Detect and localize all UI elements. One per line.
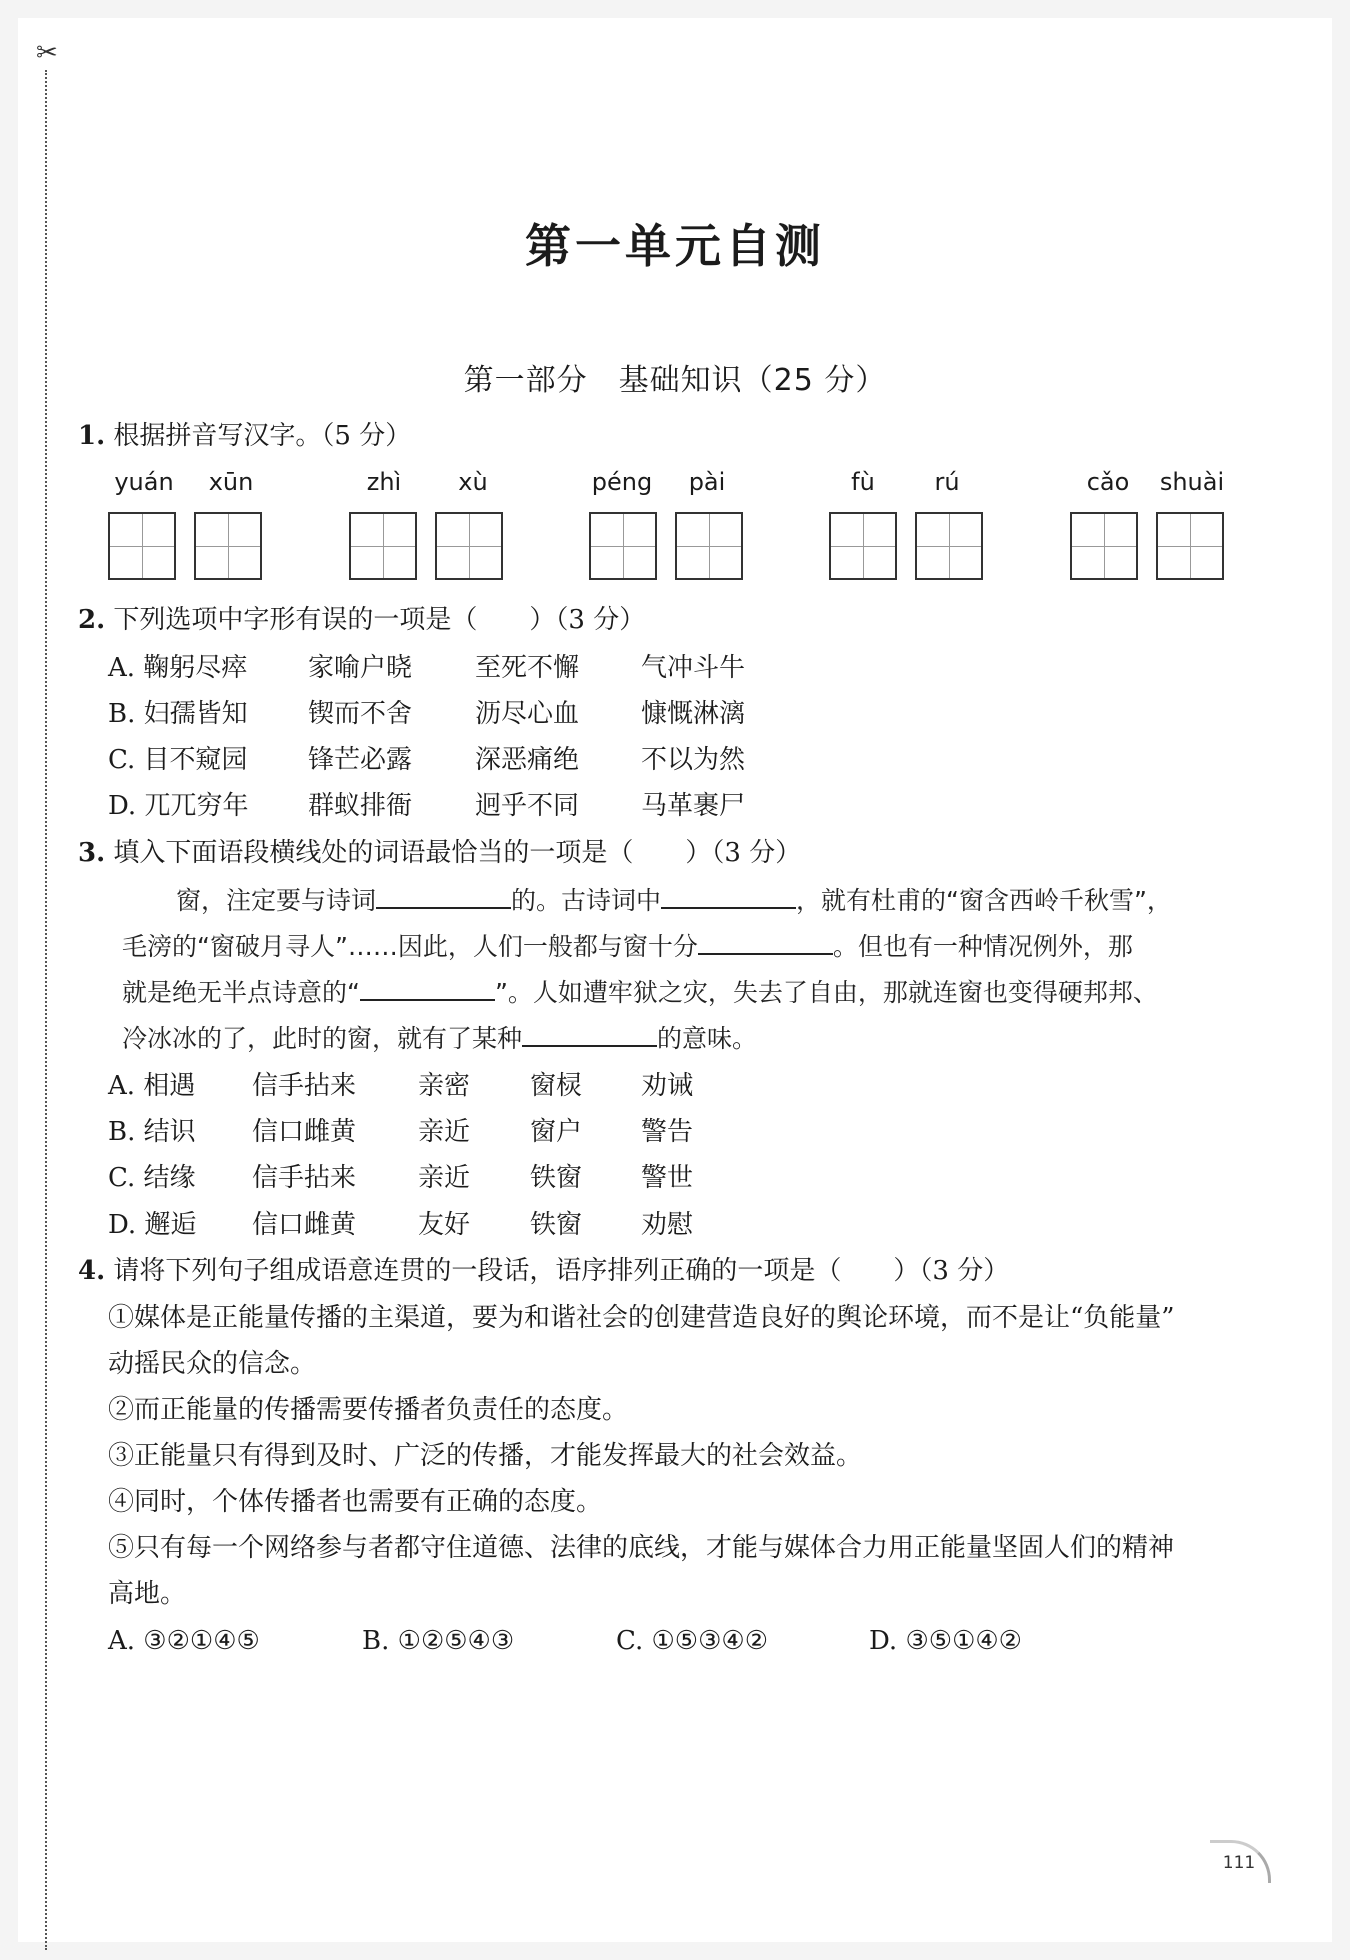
pinyin-label: xù xyxy=(458,468,488,496)
question-number: 4. xyxy=(78,1256,106,1286)
option-a-word-1: A. 鞠躬尽瘁 xyxy=(108,653,248,683)
option-c-word-3: 深恶痛绝 xyxy=(475,745,580,775)
q4-option-c: C. ①⑤③④② xyxy=(616,1626,769,1656)
option-a-word-3: 至死不懈 xyxy=(475,653,580,683)
writing-grid-box[interactable] xyxy=(1156,512,1224,580)
pinyin-label: cǎo xyxy=(1086,468,1130,496)
sentence-line: ①媒体是正能量传播的主渠道，要为和谐社会的创建营造良好的舆论环境，而不是让“负能量” xyxy=(108,1303,1175,1333)
passage-text: 的。古诗词中 xyxy=(511,886,662,915)
q3-option-c-5: 警世 xyxy=(641,1163,694,1193)
passage-line-1 xyxy=(176,887,1172,913)
passage-text: 就是绝无半点诗意的“ xyxy=(122,978,360,1007)
question-number: 1. xyxy=(78,421,106,451)
writing-grid-box[interactable] xyxy=(589,512,657,580)
scissors-icon: ✂ xyxy=(36,38,58,68)
option-a-word-2: 家喻户晓 xyxy=(308,653,413,683)
pinyin-label: péng xyxy=(591,468,653,496)
sentence-line: 高地。 xyxy=(108,1579,187,1609)
pinyin-label: pài xyxy=(688,468,726,496)
writing-grid-box[interactable] xyxy=(108,512,176,580)
pinyin-label: yuán xyxy=(114,468,174,496)
q3-option-b-4: 窗户 xyxy=(530,1117,583,1147)
sentence-line: ②而正能量的传播需要传播者负责任的态度。 xyxy=(108,1395,629,1425)
sentence-line: 动摇民众的信念。 xyxy=(108,1349,317,1379)
option-d-word-4: 马革裹尸 xyxy=(641,791,746,821)
fill-blank[interactable] xyxy=(376,887,511,909)
pinyin-label: shuài xyxy=(1159,468,1225,496)
question-text: 填入下面语段横线处的词语最恰当的一项是（ ）（3 分） xyxy=(113,838,802,868)
q4-option-d: D. ③⑤①④② xyxy=(869,1626,1022,1656)
question-3 xyxy=(78,840,801,866)
passage-line-2 xyxy=(122,933,1133,959)
question-number: 2. xyxy=(78,605,106,635)
option-b-word-2: 锲而不舍 xyxy=(308,699,413,729)
option-c-word-4: 不以为然 xyxy=(641,745,746,775)
question-text: 根据拼音写汉字。（5 分） xyxy=(113,421,412,451)
q3-option-a-4: 窗棂 xyxy=(530,1071,583,1101)
passage-text: 。但也有一种情况例外，那 xyxy=(832,932,1133,961)
q3-option-d-4: 铁窗 xyxy=(530,1210,583,1240)
writing-grid-box[interactable] xyxy=(194,512,262,580)
passage-line-3 xyxy=(122,979,1158,1005)
question-text: 请将下列句子组成语意连贯的一段话，语序排列正确的一项是（ ）（3 分） xyxy=(113,1256,1010,1286)
q3-option-d-1: D. 邂逅 xyxy=(108,1210,197,1240)
fill-blank[interactable] xyxy=(360,979,495,1001)
option-c-word-1: C. 目不窥园 xyxy=(108,745,248,775)
q3-option-b-5: 警告 xyxy=(641,1117,694,1147)
pinyin-label: zhì xyxy=(366,468,402,496)
writing-grid-box[interactable] xyxy=(435,512,503,580)
option-b-word-1: B. 妇孺皆知 xyxy=(108,699,248,729)
q3-option-c-3: 亲近 xyxy=(418,1163,471,1193)
question-4 xyxy=(78,1258,1009,1284)
q3-option-a-2: 信手拈来 xyxy=(252,1071,357,1101)
writing-grid-box[interactable] xyxy=(829,512,897,580)
fill-blank[interactable] xyxy=(698,933,833,955)
passage-text: ”。人如遭牢狱之灾，失去了自由，那就连窗也变得硬邦邦、 xyxy=(494,978,1158,1007)
q3-option-d-3: 友好 xyxy=(418,1210,471,1240)
sentence-line: ④同时，个体传播者也需要有正确的态度。 xyxy=(108,1487,603,1517)
q3-option-d-5: 劝慰 xyxy=(641,1210,694,1240)
q3-option-b-1: B. 结识 xyxy=(108,1117,196,1147)
passage-text: ，就有杜甫的“窗含西岭千秋雪”， xyxy=(796,886,1172,915)
option-d-word-2: 群蚁排衙 xyxy=(308,791,413,821)
option-b-word-4: 慷慨淋漓 xyxy=(641,699,746,729)
part-title: 第一部分 基础知识（25 分） xyxy=(463,363,887,398)
option-b-word-3: 沥尽心血 xyxy=(475,699,580,729)
passage-text: 的意味。 xyxy=(657,1024,758,1053)
q4-option-b: B. ①②⑤④③ xyxy=(362,1626,515,1656)
option-a-word-4: 气冲斗牛 xyxy=(641,653,746,683)
question-text: 下列选项中字形有误的一项是（ ）（3 分） xyxy=(113,605,646,635)
q3-option-a-1: A. 相遇 xyxy=(108,1071,196,1101)
option-d-word-3: 迥乎不同 xyxy=(475,791,580,821)
page-title: 第一单元自测 xyxy=(525,219,825,273)
passage-text: 毛滂的“窗破月寻人”……因此，人们一般都与窗十分 xyxy=(122,932,698,961)
q3-option-c-2: 信手拈来 xyxy=(252,1163,357,1193)
q3-option-c-1: C. 结缘 xyxy=(108,1163,196,1193)
q4-option-a: A. ③②①④⑤ xyxy=(108,1626,260,1656)
passage-line-4 xyxy=(122,1025,757,1051)
pinyin-label: xūn xyxy=(208,468,254,496)
q3-option-d-2: 信口雌黄 xyxy=(252,1210,357,1240)
writing-grid-box[interactable] xyxy=(349,512,417,580)
sentence-line: ③正能量只有得到及时、广泛的传播，才能发挥最大的社会效益。 xyxy=(108,1441,863,1471)
passage-text: 窗，注定要与诗词 xyxy=(176,886,377,915)
question-2 xyxy=(78,607,645,633)
q3-option-b-3: 亲近 xyxy=(418,1117,471,1147)
question-number: 3. xyxy=(78,838,106,868)
sentence-line: ⑤只有每一个网络参与者都守住道德、法律的底线，才能与媒体合力用正能量坚固人们的精神 xyxy=(108,1533,1175,1563)
pinyin-label: rú xyxy=(934,468,960,496)
page-number: 111 xyxy=(1210,1840,1271,1883)
fill-blank[interactable] xyxy=(661,887,796,909)
pinyin-label: fù xyxy=(851,468,875,496)
writing-grid-box[interactable] xyxy=(915,512,983,580)
writing-grid-box[interactable] xyxy=(675,512,743,580)
option-d-word-1: D. 兀兀穷年 xyxy=(108,791,249,821)
q3-option-b-2: 信口雌黄 xyxy=(252,1117,357,1147)
cut-line xyxy=(45,70,47,1950)
writing-grid-box[interactable] xyxy=(1070,512,1138,580)
q3-option-a-3: 亲密 xyxy=(418,1071,471,1101)
question-1 xyxy=(78,423,411,449)
fill-blank[interactable] xyxy=(522,1025,657,1047)
q3-option-a-5: 劝诫 xyxy=(641,1071,694,1101)
q3-option-c-4: 铁窗 xyxy=(530,1163,583,1193)
passage-text: 冷冰冰的了，此时的窗，就有了某种 xyxy=(122,1024,523,1053)
option-c-word-2: 锋芒必露 xyxy=(308,745,413,775)
